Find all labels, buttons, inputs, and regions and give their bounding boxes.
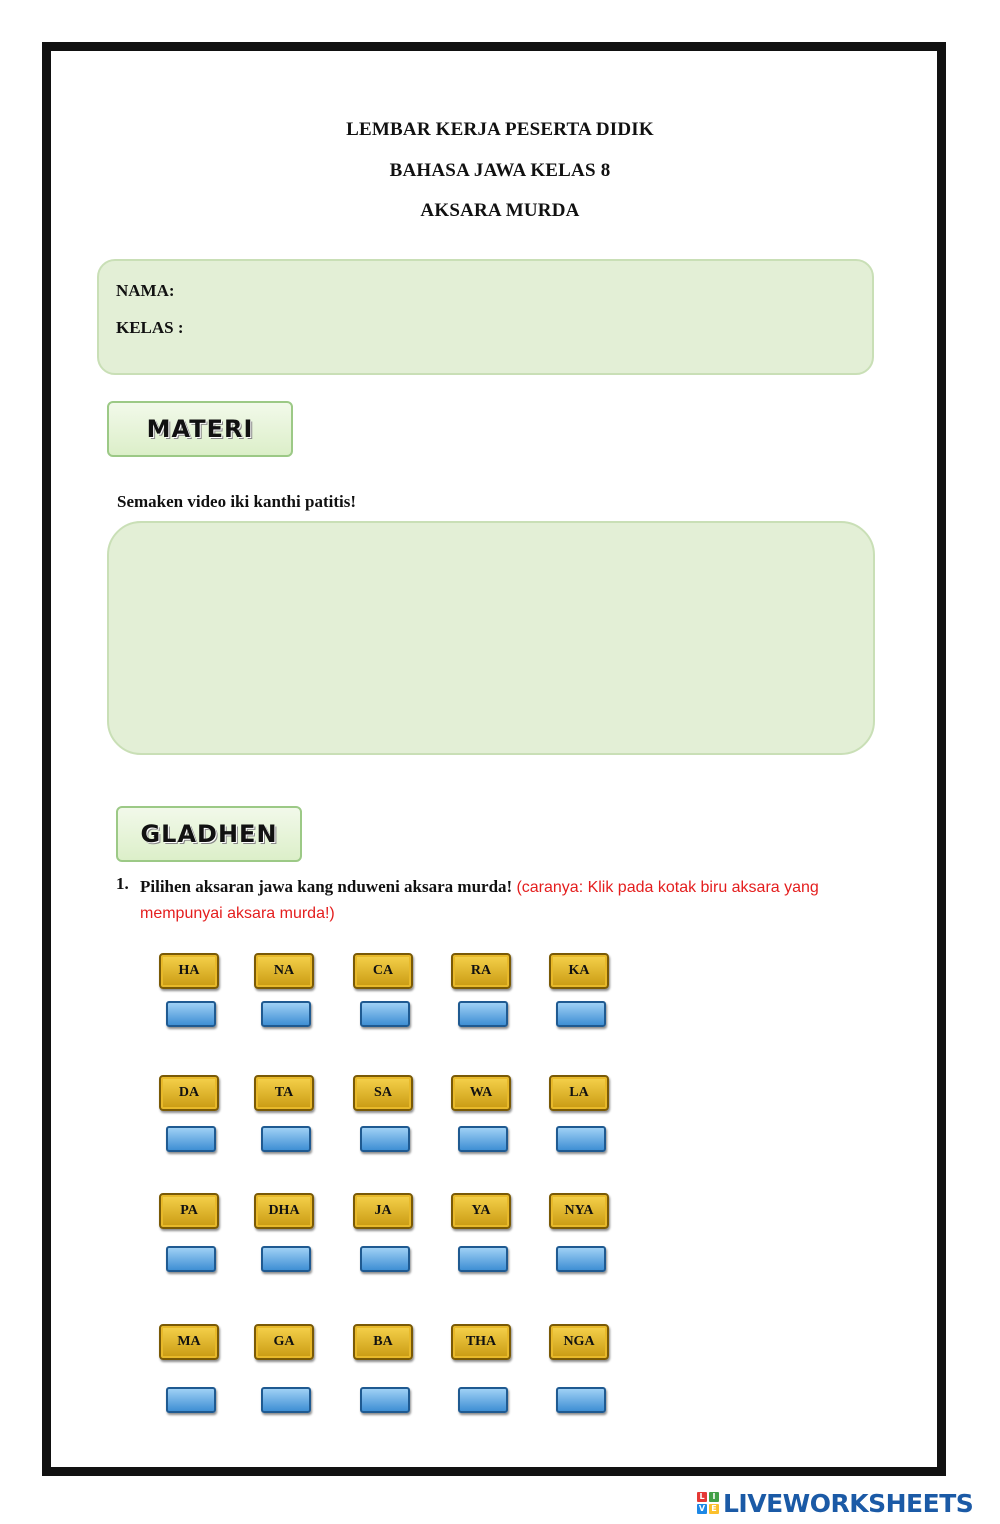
aksara-label-ba: BA: [353, 1324, 413, 1360]
gladhen-banner: [116, 806, 302, 862]
liveworksheets-logo-icon: [697, 1492, 719, 1514]
question-number: 1.: [116, 874, 129, 893]
aksara-label-da: DA: [159, 1075, 219, 1111]
materi-banner-label: MATERI: [146, 415, 254, 443]
aksara-label-ha: HA: [159, 953, 219, 989]
answer-box-sa[interactable]: [360, 1126, 410, 1152]
aksara-label-sa: SA: [353, 1075, 413, 1111]
aksara-label-wa: WA: [451, 1075, 511, 1111]
answer-box-ka[interactable]: [556, 1001, 606, 1027]
aksara-label-ga: GA: [254, 1324, 314, 1360]
answer-box-dha[interactable]: [261, 1246, 311, 1272]
answer-box-nga[interactable]: [556, 1387, 606, 1413]
answer-box-ta[interactable]: [261, 1126, 311, 1152]
aksara-label-tha: THA: [451, 1324, 511, 1360]
aksara-label-ta: TA: [254, 1075, 314, 1111]
answer-box-pa[interactable]: [166, 1246, 216, 1272]
answer-box-wa[interactable]: [458, 1126, 508, 1152]
logo-tile-i: I: [709, 1492, 719, 1502]
answer-box-ba[interactable]: [360, 1387, 410, 1413]
logo-tile-e: E: [709, 1504, 719, 1514]
name-label: NAMA:: [116, 281, 175, 300]
student-identity-box: [97, 259, 874, 375]
answer-box-ja[interactable]: [360, 1246, 410, 1272]
answer-box-la[interactable]: [556, 1126, 606, 1152]
liveworksheets-logo: [697, 1487, 973, 1519]
aksara-label-pa: PA: [159, 1193, 219, 1229]
answer-box-na[interactable]: [261, 1001, 311, 1027]
answer-box-da[interactable]: [166, 1126, 216, 1152]
answer-box-ma[interactable]: [166, 1387, 216, 1413]
logo-tile-l: L: [697, 1492, 707, 1502]
aksara-label-la: LA: [549, 1075, 609, 1111]
liveworksheets-logo-text: LIVEWORKSHEETS: [723, 1488, 974, 1518]
logo-tile-v: V: [698, 1504, 706, 1513]
aksara-label-ka: KA: [549, 953, 609, 989]
worksheet-subject: BAHASA JAWA KELAS 8: [389, 160, 611, 181]
question-hint: (caranya: Klik pada kotak biru aksara yang mempunyai aksara murda!): [140, 879, 819, 922]
aksara-label-dha: DHA: [254, 1193, 314, 1229]
video-instruction: Semaken video iki kanthi patitis!: [117, 492, 356, 511]
video-placeholder[interactable]: [107, 521, 875, 755]
worksheet-title: LEMBAR KERJA PESERTA DIDIK: [346, 119, 654, 140]
aksara-label-nga: NGA: [549, 1324, 609, 1360]
aksara-label-ya: YA: [451, 1193, 511, 1229]
aksara-label-ra: RA: [451, 953, 511, 989]
aksara-label-na: NA: [254, 953, 314, 989]
answer-box-ha[interactable]: [166, 1001, 216, 1027]
answer-box-ra[interactable]: [458, 1001, 508, 1027]
question-text: [140, 874, 860, 926]
aksara-label-nya: NYA: [549, 1193, 609, 1229]
class-label: KELAS :: [116, 318, 184, 337]
worksheet-topic: AKSARA MURDA: [420, 200, 580, 221]
answer-box-ca[interactable]: [360, 1001, 410, 1027]
aksara-label-ja: JA: [353, 1193, 413, 1229]
aksara-label-ma: MA: [159, 1324, 219, 1360]
gladhen-banner-label: GLADHEN: [140, 820, 278, 848]
materi-banner: [107, 401, 293, 457]
answer-box-ga[interactable]: [261, 1387, 311, 1413]
answer-box-tha[interactable]: [458, 1387, 508, 1413]
answer-box-nya[interactable]: [556, 1246, 606, 1272]
question-main: Pilihen aksaran jawa kang nduweni aksara murda!: [140, 877, 513, 896]
answer-box-ya[interactable]: [458, 1246, 508, 1272]
aksara-label-ca: CA: [353, 953, 413, 989]
